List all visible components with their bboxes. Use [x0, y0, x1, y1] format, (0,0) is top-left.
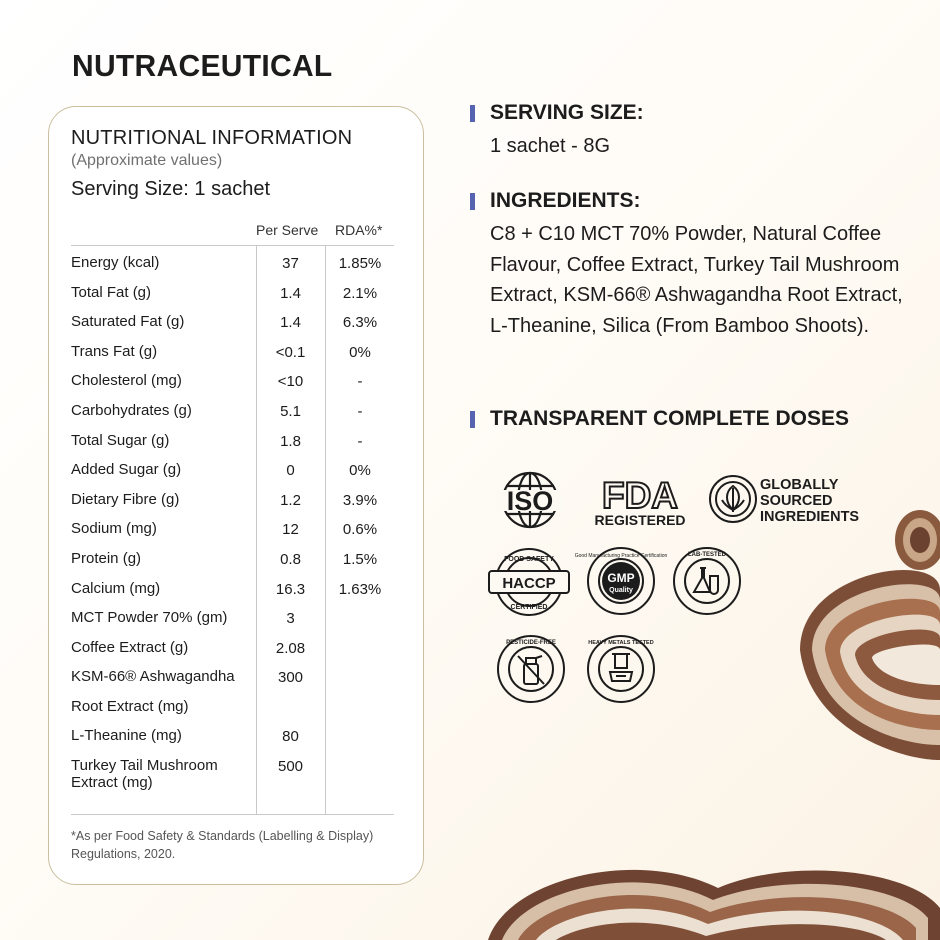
nutrition-title: NUTRITIONAL INFORMATION — [71, 127, 353, 149]
row-rda: 2.1% — [342, 285, 378, 302]
row-label: Total Sugar (g) — [71, 432, 170, 449]
row-per-serve: 300 — [277, 669, 304, 686]
row-rda: - — [357, 433, 363, 450]
table-row — [49, 254, 425, 284]
row-label: MCT Powder 70% (gm) — [71, 609, 228, 626]
nutrition-serving — [71, 178, 270, 201]
fda-badge — [596, 472, 688, 530]
lab-tested-badge — [672, 546, 742, 616]
pesticide-ring-text: PESTICIDE-FREE — [506, 640, 556, 646]
row-rda: 1.63% — [338, 581, 382, 598]
doses-heading: TRANSPARENT COMPLETE DOSES — [490, 407, 849, 430]
table-row — [49, 639, 425, 669]
haccp-badge — [488, 546, 570, 618]
table-row — [49, 698, 425, 728]
mushroom-decor-right — [790, 500, 940, 770]
row-rda: 3.9% — [342, 492, 378, 509]
table-row — [49, 580, 425, 610]
row-per-serve: 12 — [282, 521, 299, 538]
row-label: KSM-66® Ashwagandha — [71, 668, 235, 685]
gsi-line2: SOURCED — [760, 493, 833, 509]
row-rda: 0.6% — [342, 521, 378, 538]
lab-ring-text: LAB-TESTED — [688, 552, 726, 558]
haccp-top: FOOD SAFETY — [504, 556, 554, 563]
heavy-metals-badge — [586, 634, 656, 704]
row-rda: 1.5% — [342, 551, 378, 568]
row-per-serve: 80 — [282, 728, 299, 745]
row-rda: 6.3% — [342, 314, 378, 331]
gsi-line1: GLOBALLY — [760, 477, 839, 493]
row-per-serve: 3 — [286, 610, 295, 627]
row-label: Trans Fat (g) — [71, 343, 158, 360]
table-bottom-divider — [71, 814, 394, 815]
haccp-text: HACCP — [502, 575, 556, 592]
table-row — [49, 461, 425, 491]
table-row — [49, 372, 425, 402]
gmp-badge — [574, 546, 668, 616]
fda-text: FDA — [601, 475, 679, 516]
table-row — [49, 402, 425, 432]
row-per-serve: 500 — [277, 758, 304, 775]
table-row — [49, 432, 425, 462]
row-per-serve: 1.4 — [280, 285, 301, 302]
iso-badge — [494, 470, 566, 530]
row-label: Added Sugar (g) — [71, 461, 182, 478]
section-accent-bar — [470, 411, 475, 428]
row-per-serve: <10 — [277, 373, 304, 390]
row-label: Coffee Extract (g) — [71, 639, 189, 656]
gmp-text: GMP — [607, 571, 635, 585]
row-label: Sodium (mg) — [71, 520, 157, 537]
nutrition-subtitle: (Approximate values) — [71, 152, 223, 169]
column-header-rda: RDA%* — [335, 222, 383, 238]
serving-label: Serving Size: — [71, 178, 189, 200]
row-rda: - — [357, 373, 363, 390]
row-per-serve: <0.1 — [275, 344, 306, 361]
fda-sub: REGISTERED — [594, 512, 686, 528]
row-per-serve: 0 — [286, 462, 295, 479]
nutrition-card — [48, 106, 424, 885]
spray-bottle-icon — [518, 656, 544, 684]
flask-icon — [694, 568, 719, 594]
haccp-bottom: CERTIFIED — [510, 604, 548, 611]
leaf-globe-icon — [708, 474, 758, 524]
test-tube-icon — [610, 654, 632, 681]
table-row — [49, 491, 425, 521]
iso-globe-icon — [494, 470, 566, 530]
table-row — [49, 520, 425, 550]
row-label: Root Extract (mg) — [71, 698, 189, 715]
row-label: Total Fat (g) — [71, 284, 152, 301]
row-per-serve: 37 — [282, 255, 299, 272]
row-label: Calcium (mg) — [71, 580, 161, 597]
table-row — [49, 550, 425, 580]
table-row — [49, 609, 425, 639]
row-label: Carbohydrates (g) — [71, 402, 192, 419]
serving-size-value: 1 sachet - 8G — [490, 135, 611, 157]
row-label: L-Theanine (mg) — [71, 727, 182, 744]
page-title: NUTRACEUTICAL — [72, 49, 333, 84]
gmp-sub: Quality — [609, 587, 633, 594]
row-label: Dietary Fibre (g) — [71, 491, 180, 508]
row-per-serve: 1.2 — [280, 492, 301, 509]
ingredients-heading: INGREDIENTS: — [490, 189, 641, 212]
table-row — [49, 313, 425, 343]
table-header-divider — [71, 245, 394, 246]
iso-text: ISO — [506, 486, 554, 516]
pesticide-free-badge — [496, 634, 566, 704]
rda-footnote: *As per Food Safety & Standards (Labelling & Display) Regulations, 2020. — [71, 829, 374, 861]
row-per-serve: 1.8 — [280, 433, 301, 450]
row-rda: 1.85% — [338, 255, 382, 272]
row-per-serve: 0.8 — [280, 551, 301, 568]
row-label: Cholesterol (mg) — [71, 372, 182, 389]
ingredients-text: C8 + C10 MCT 70% Powder, Natural Coffee Flavour, Coffee Extract, Turkey Tail Mushroom Extract, KSM-66® Ashwagandha Root Extract, L-Theanine, Silica (From Bamboo Shoots). — [490, 223, 903, 337]
gsi-line3: INGREDIENTS — [760, 509, 860, 525]
row-label: Saturated Fat (g) — [71, 313, 185, 330]
table-row — [49, 757, 425, 797]
heavy-metals-ring-text: HEAVY METALS TESTED — [588, 640, 654, 646]
row-rda: 0% — [349, 344, 371, 361]
row-rda: 0% — [349, 462, 371, 479]
section-accent-bar — [470, 105, 475, 122]
column-header-per-serve: Per Serve — [256, 222, 319, 238]
mushroom-decor-bottom — [488, 848, 940, 940]
table-row — [49, 727, 425, 757]
section-accent-bar — [470, 193, 475, 210]
row-per-serve: 16.3 — [275, 581, 306, 598]
row-label: Turkey Tail Mushroom Extract (mg) — [71, 757, 218, 791]
row-label: Protein (g) — [71, 550, 142, 567]
row-label: Energy (kcal) — [71, 254, 160, 271]
gmp-ring-text: Good Manufacturing Practice Certification — [574, 553, 668, 559]
table-row — [49, 343, 425, 373]
row-per-serve: 5.1 — [280, 403, 301, 420]
serving-size-heading: SERVING SIZE: — [490, 101, 644, 124]
row-per-serve: 2.08 — [275, 640, 306, 657]
row-per-serve: 1.4 — [280, 314, 301, 331]
row-rda: - — [357, 403, 363, 420]
serving-value: 1 sachet — [194, 178, 271, 200]
table-row — [49, 284, 425, 314]
table-row — [49, 668, 425, 698]
